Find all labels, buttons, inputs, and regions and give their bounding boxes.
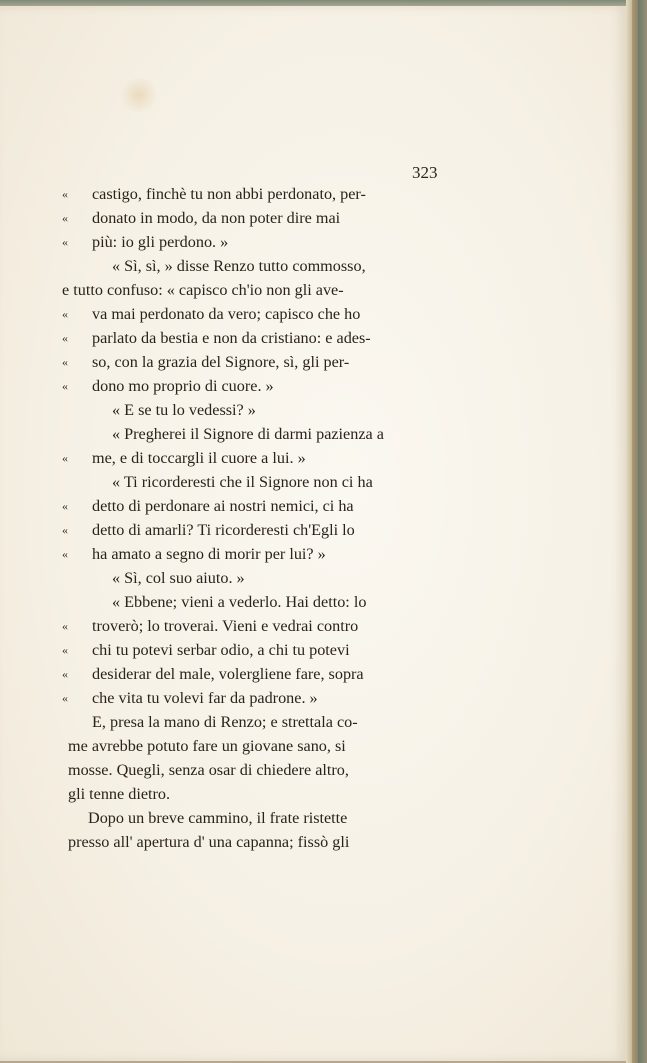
quote-margin-mark: « (62, 187, 68, 201)
text-line (0, 302, 360, 326)
line-text: parlato da bestia e non da cristiano: e ades- (92, 329, 371, 347)
line-text: presso all' apertura d' una capanna; fissò gli (68, 833, 350, 851)
line-text: so, con la grazia del Signore, sì, gli per- (92, 353, 350, 371)
text-line (0, 758, 349, 782)
quote-margin-mark: « (62, 691, 68, 705)
line-text: desiderar del male, volergliene fare, sopra (92, 665, 364, 683)
quote-margin-mark: « (62, 331, 68, 345)
text-line (0, 254, 366, 278)
line-text: chi tu potevi serbar odio, a chi tu potevi (92, 641, 350, 659)
text-line (0, 614, 358, 638)
text-line (0, 518, 355, 542)
book-cover-edge (638, 0, 647, 1063)
line-text: « Sì, col suo aiuto. » (112, 569, 245, 587)
text-line (0, 566, 245, 590)
quote-margin-mark: « (62, 379, 68, 393)
text-line (0, 494, 354, 518)
text-line (0, 422, 384, 446)
line-text: detto di perdonare ai nostri nemici, ci ha (92, 497, 354, 515)
text-line (0, 230, 228, 254)
quote-margin-mark: « (62, 523, 68, 537)
line-text: « Ebbene; vieni a vederlo. Hai detto: lo (112, 593, 367, 611)
text-line (0, 686, 318, 710)
line-text: troverò; lo troverai. Vieni e vedrai contro (92, 617, 359, 635)
text-line (0, 446, 306, 470)
line-text: e tutto confuso: « capisco ch'io non gli ave- (62, 281, 344, 299)
line-text: « Ti ricorderesti che il Signore non ci ha (112, 473, 373, 491)
line-text: me avrebbe potuto fare un giovane sano, si (68, 737, 346, 755)
line-text: castigo, finchè tu non abbi perdonato, per- (92, 185, 366, 203)
quote-margin-mark: « (62, 499, 68, 513)
line-text: donato in modo, da non poter dire mai (92, 209, 341, 227)
line-text: mosse. Quegli, senza osar di chiedere altro, (68, 761, 349, 779)
text-line (0, 206, 340, 230)
text-line (0, 542, 326, 566)
line-text: ha amato a segno di morir per lui? » (92, 545, 326, 563)
line-text: me, e di toccargli il cuore a lui. » (92, 449, 306, 467)
text-line (0, 806, 347, 830)
page-number: 323 (412, 163, 438, 182)
text-line (0, 662, 364, 686)
line-text: va mai perdonato da vero; capisco che ho (92, 305, 361, 323)
line-text: che vita tu volevi far da padrone. » (92, 689, 318, 707)
text-line (0, 470, 373, 494)
line-text: gli tenne dietro. (68, 785, 171, 803)
quote-margin-mark: « (62, 451, 68, 465)
line-text: detto di amarli? Ti ricorderesti ch'Egli lo (92, 521, 355, 539)
line-text: « Pregherei il Signore di darmi pazienza a (112, 425, 384, 443)
text-line (0, 590, 366, 614)
text-line (0, 182, 366, 206)
quote-margin-mark: « (62, 235, 68, 249)
text-line (0, 782, 170, 806)
text-line (0, 350, 349, 374)
line-text: « E se tu lo vedessi? » (112, 401, 256, 419)
line-text: « Sì, sì, » disse Renzo tutto commosso, (112, 257, 366, 275)
quote-margin-mark: « (62, 547, 68, 561)
text-line (0, 638, 350, 662)
quote-margin-mark: « (62, 211, 68, 225)
text-line (0, 278, 344, 302)
text-line (0, 326, 371, 350)
line-text: Dopo un breve cammino, il frate ristette (88, 809, 348, 827)
quote-margin-mark: « (62, 307, 68, 321)
paper-stain (118, 78, 160, 112)
quote-margin-mark: « (62, 667, 68, 681)
text-line (0, 830, 349, 854)
line-text: E, presa la mano di Renzo; e strettala co- (92, 713, 358, 731)
quote-margin-mark: « (62, 643, 68, 657)
text-line (0, 398, 256, 422)
text-line (0, 710, 358, 734)
text-line (0, 374, 274, 398)
paper-sheet (0, 6, 627, 1061)
line-text: più: io gli perdono. » (92, 233, 229, 251)
line-text: dono mo proprio di cuore. » (92, 377, 274, 395)
text-line (0, 734, 346, 758)
quote-margin-mark: « (62, 619, 68, 633)
quote-margin-mark: « (62, 355, 68, 369)
